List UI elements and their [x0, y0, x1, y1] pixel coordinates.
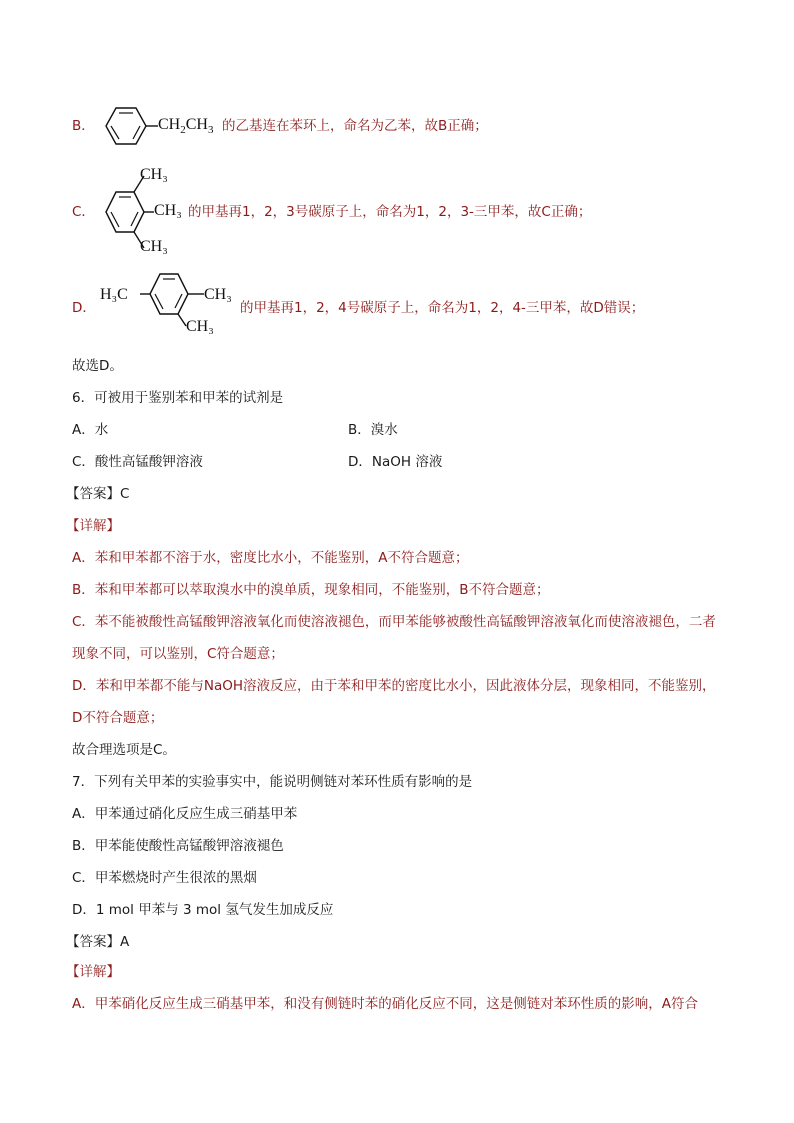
q7-option-d: D．1 mol 甲苯与 3 mol 氢气发生加成反应 — [72, 902, 334, 918]
d-left-methyl: H₃C — [100, 286, 128, 303]
q7-detail-title: 【详解】 — [66, 964, 120, 980]
q6-option-c: C．酸性高锰酸钾溶液 — [72, 454, 203, 470]
d-right-methyl: CH₃ — [204, 286, 232, 303]
benzene-ring-icon — [96, 104, 160, 150]
q6-detail-a: A．苯和甲苯都不溶于水，密度比水小，不能鉴别，A不符合题意； — [72, 550, 469, 566]
option-d-text: 的甲基再1，2，4号碳原子上，命名为1，2，4-三甲苯，故D错误； — [240, 300, 645, 316]
q7-option-c: C．甲苯燃烧时产生很浓的黑烟 — [72, 870, 257, 886]
q6-conclusion: 故合理选项是C。 — [72, 742, 176, 758]
q6-option-d: D．NaOH 溶液 — [348, 454, 443, 470]
c-mid-methyl: CH₃ — [154, 202, 182, 219]
q6-stem: 6．可被用于鉴别苯和甲苯的试剂是 — [72, 390, 284, 406]
q5-conclusion: 故选D。 — [72, 358, 123, 374]
q7-option-b: B．甲苯能使酸性高锰酸钾溶液褪色 — [72, 838, 284, 854]
ethyl-group-formula: $CH_2CH_3$ — [158, 116, 214, 137]
q7-answer: 【答案】A — [66, 934, 130, 950]
option-c-label: C． — [72, 204, 95, 220]
q6-option-b: B．溴水 — [348, 422, 398, 438]
option-b-text: 的乙基连在苯环上，命名为乙苯，故B正确； — [222, 118, 488, 134]
q6-detail-d: D．苯和甲苯都不能与NaOH溶液反应，由于苯和甲苯的密度比水小，因此液体分层，现象相同，不能鉴别，D不符合题意； — [72, 678, 716, 726]
c-bottom-methyl: CH₃ — [140, 238, 168, 255]
q6-answer: 【答案】C — [66, 486, 130, 502]
option-d-label: D． — [72, 300, 96, 316]
q7-stem: 7．下列有关甲苯的实验事实中，能说明侧链对苯环性质有影响的是 — [72, 774, 473, 790]
d-bottom-methyl: CH₃ — [186, 318, 214, 335]
q6-detail-b: B．苯和甲苯都可以萃取溴水中的溴单质，现象相同，不能鉴别，B不符合题意； — [72, 582, 550, 598]
option-c-text: 的甲基再1，2，3号碳原子上，命名为1，2，3-三甲苯，故C正确； — [188, 204, 592, 220]
q6-detail-title: 【详解】 — [66, 518, 120, 534]
c-top-methyl: CH₃ — [140, 166, 168, 183]
option-b-label: B． — [72, 118, 95, 134]
q6-detail-c: C．苯不能被酸性高锰酸钾溶液氧化而使溶液褪色，而甲苯能够被酸性高锰酸钾溶液氧化而使溶液褪色，二者现象不同，可以鉴别，C符合题意； — [72, 614, 716, 662]
q6-option-a: A．水 — [72, 422, 109, 438]
q7-option-a: A．甲苯通过硝化反应生成三硝基甲苯 — [72, 806, 298, 822]
q7-detail-a: A．甲苯硝化反应生成三硝基甲苯，和没有侧链时苯的硝化反应不同，这是侧链对苯环性质的影响，A符合 — [72, 996, 698, 1012]
